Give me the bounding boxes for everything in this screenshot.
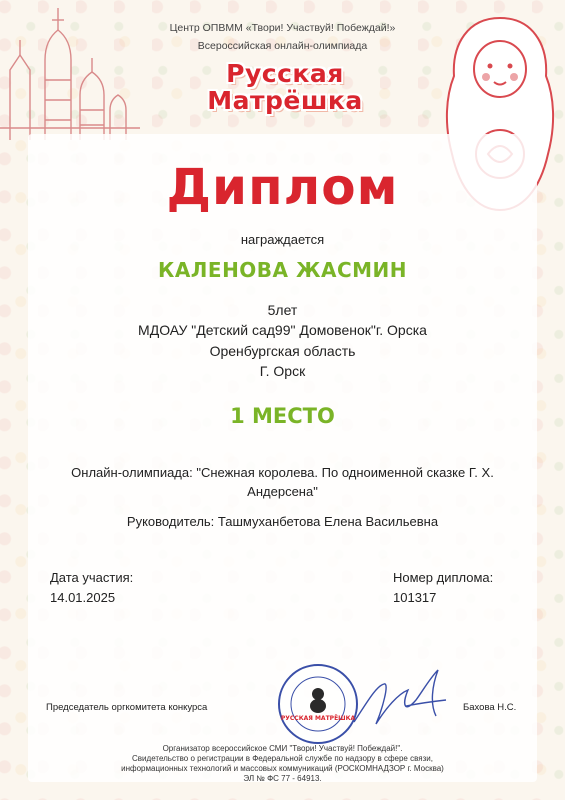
footer-line-3: информационных технологий и массовых коммуникаций (РОСКОМНАДЗОР г. Москва) [121,764,444,773]
signature-mark [346,664,456,736]
olympiad-line-1: Онлайн-олимпиада: "Снежная королева. По одноименной сказке Г. Х. [71,465,494,480]
olympiad-type: Всероссийская онлайн-олимпиада [197,40,368,52]
stamp-text: РУССКАЯ МАТРЁШКА [280,715,356,722]
footer-line-4: ЭЛ № ФС 77 - 64913. [243,774,322,783]
date-label: Дата участия: [50,570,134,585]
date-value: 14.01.2025 [50,590,116,605]
footer-line-1: Организатор всероссийское СМИ "Твори! Участвуй! Побеждай!". [162,744,403,753]
number-label: Номер диплома: [393,570,494,585]
olympiad-line-2: Андерсена" [247,484,318,499]
olympiad-name [40,463,525,501]
chair-label: Председатель оргкомитета конкурса [46,702,208,713]
logo-line-2: Матрёшка [207,86,363,115]
region: Оренбургская область [209,343,356,359]
logo-line-1: Русская [226,59,344,88]
kremlin-illustration [0,0,140,140]
leader: Руководитель: Ташмуханбетова Елена Васильевна [126,514,439,529]
organizer-center: Центр ОПВММ «Твори! Участвуй! Побеждай!» [169,22,396,34]
place-award: 1 МЕСТО [230,404,335,428]
recipient-age: 5лет [267,302,298,318]
number-value: 101317 [393,590,437,605]
recipient-name: КАЛЕНОВА ЖАСМИН [157,258,408,282]
contest-logo [190,60,380,114]
chair-name: Бахова Н.С. [463,702,517,713]
institution: МДОАУ "Детский сад99" Домовенок"г. Орска [138,322,427,338]
footer-line-2: Свидетельство о регистрации в Федеральной службе по надзору в сфере связи, [132,754,433,763]
diploma-title: Диплом [166,158,399,216]
city: Г. Орск [259,363,306,379]
awarded-text: награждается [240,232,325,247]
